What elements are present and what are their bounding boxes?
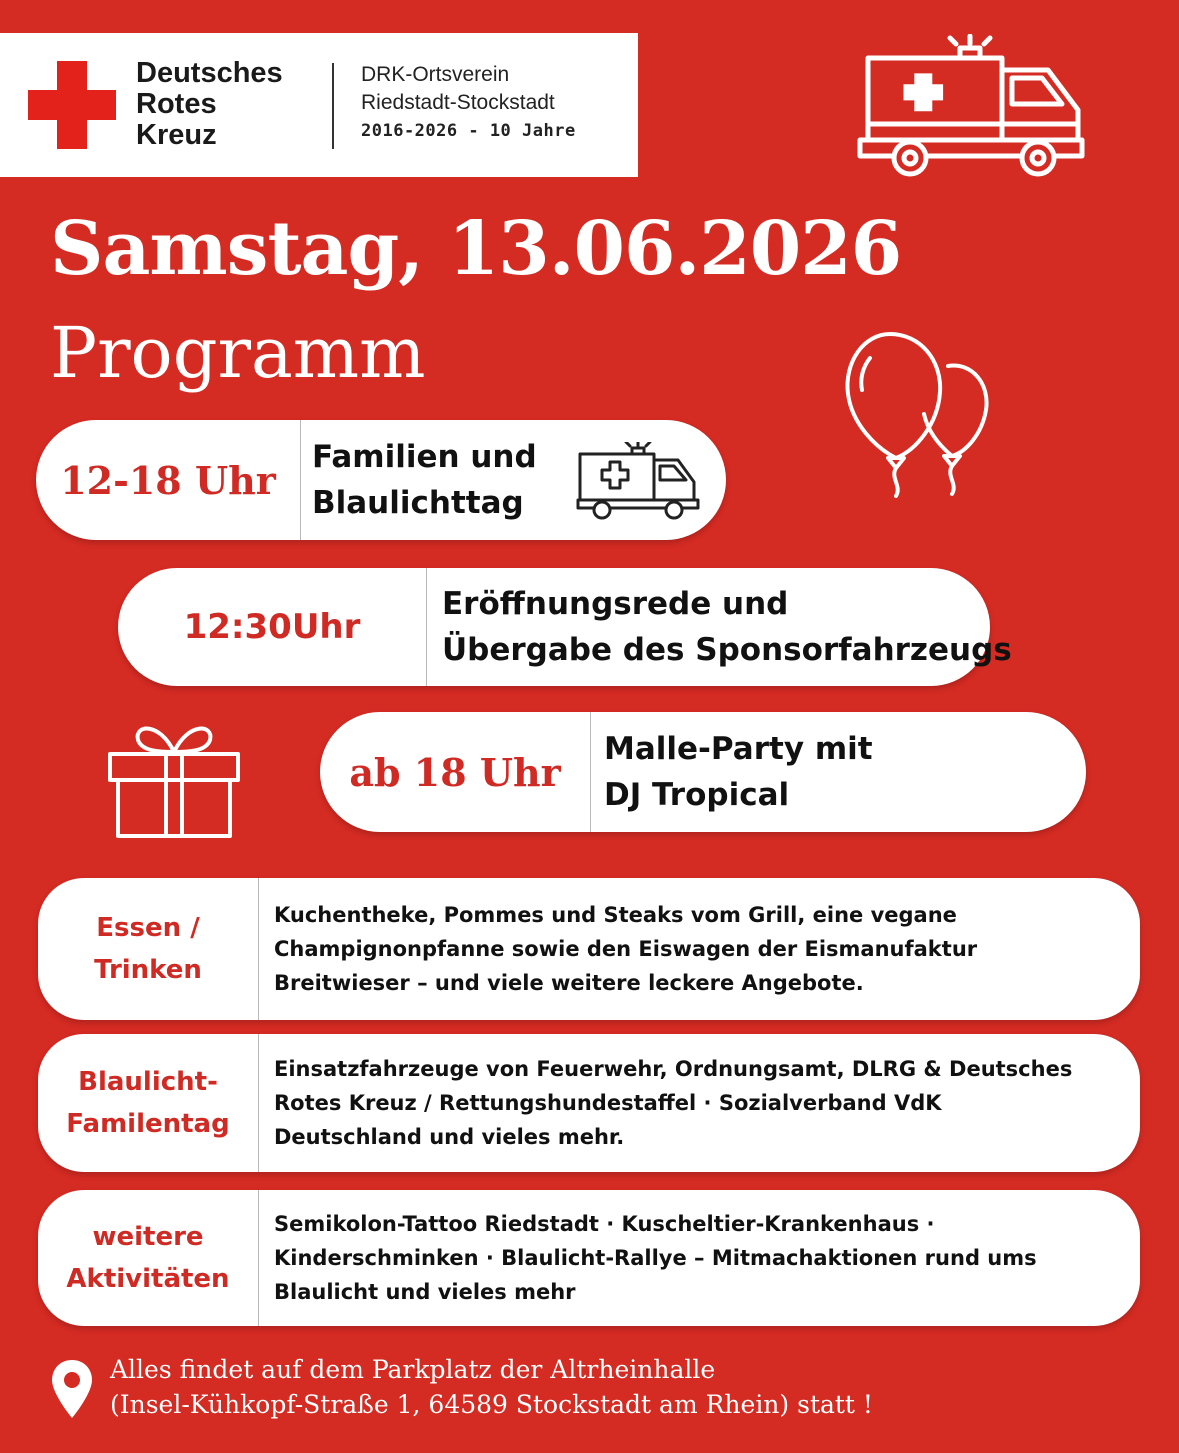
divider	[258, 1190, 259, 1326]
info-row-activities	[38, 1190, 1140, 1326]
info-text	[274, 1034, 1110, 1172]
schedule-description	[442, 568, 1012, 686]
schedule-line: Malle-Party mit	[604, 731, 873, 767]
info-text-line: Semikolon-Tattoo Riedstadt · Kuscheltier-Krankenhaus ·	[274, 1212, 935, 1236]
divider	[590, 712, 591, 832]
sub-org	[361, 61, 576, 145]
anniversary-years: 2016-2026 - 10 Jahre	[361, 121, 576, 141]
info-label-line: Essen /	[96, 913, 200, 943]
info-label	[38, 1034, 258, 1172]
info-row-food	[38, 878, 1140, 1020]
balloons-icon	[840, 328, 1000, 508]
info-text-line: Kinderschminken · Blaulicht-Rallye – Mitmachaktionen rund ums	[274, 1246, 1037, 1270]
org-name-line: Kreuz	[136, 119, 217, 151]
divider	[426, 568, 427, 686]
info-text-line: Blaulicht und vieles mehr	[274, 1280, 576, 1304]
schedule-description	[312, 420, 537, 540]
sub-org-line: Riedstadt-Stockstadt	[361, 91, 555, 114]
info-label-line: Aktivitäten	[66, 1264, 230, 1294]
location-note	[110, 1352, 873, 1422]
schedule-line: DJ Tropical	[604, 777, 790, 813]
event-date: Samstag, 13.06.2026	[50, 206, 902, 292]
gift-icon	[104, 718, 244, 840]
page-title: Programm	[50, 312, 426, 394]
divider	[258, 1034, 259, 1172]
info-label	[38, 1190, 258, 1326]
org-name	[136, 58, 283, 151]
schedule-time: 12-18 Uhr	[60, 457, 276, 503]
schedule-item	[118, 568, 1012, 686]
location-address: (Insel-Kühkopf-Straße 1, 64589 Stockstadt am Rhein) statt !	[110, 1390, 873, 1419]
info-row-blaulicht	[38, 1034, 1140, 1172]
org-name-line: Deutsches	[136, 57, 283, 89]
divider	[332, 63, 334, 149]
info-text	[274, 878, 1110, 1020]
info-text-line: Kuchentheke, Pommes und Steaks vom Grill, eine vegane	[274, 903, 957, 927]
info-label	[38, 878, 258, 1020]
schedule-item	[320, 712, 1086, 832]
schedule-line: Blaulichttag	[312, 485, 524, 521]
info-text-line: Rotes Kreuz / Rettungshundestaffel · Sozialverband VdK	[274, 1091, 942, 1115]
schedule-item	[36, 420, 726, 540]
ambulance-icon	[576, 442, 700, 520]
divider	[258, 878, 259, 1020]
sub-org-line: DRK-Ortsverein	[361, 63, 510, 86]
info-text-line: Deutschland und vieles mehr.	[274, 1125, 625, 1149]
schedule-time: 12:30Uhr	[183, 607, 361, 647]
drk-logo-panel	[0, 33, 638, 177]
schedule-description	[604, 712, 873, 832]
schedule-line: Eröffnungsrede und	[442, 586, 789, 622]
info-text	[274, 1190, 1110, 1326]
schedule-line: Familien und	[312, 439, 537, 475]
info-label-line: Familentag	[66, 1109, 230, 1139]
info-label-line: weitere	[92, 1222, 204, 1252]
org-name-line: Rotes	[136, 88, 217, 120]
schedule-time: ab 18 Uhr	[349, 749, 561, 795]
info-label-line: Blaulicht-	[78, 1067, 218, 1097]
red-cross-logo-icon	[28, 61, 116, 149]
ambulance-icon	[852, 34, 1088, 180]
info-text-line: Champignonpfanne sowie den Eiswagen der Eismanufaktur	[274, 937, 978, 961]
info-text-line: Einsatzfahrzeuge von Feuerwehr, Ordnungsamt, DLRG & Deutsches	[274, 1057, 1073, 1081]
divider	[300, 420, 301, 540]
location-pin-icon	[50, 1358, 94, 1422]
location-line: Alles findet auf dem Parkplatz der Altrheinhalle	[110, 1355, 716, 1384]
info-label-line: Trinken	[94, 955, 202, 985]
schedule-line: Übergabe des Sponsorfahrzeugs	[442, 632, 1012, 668]
info-text-line: Breitwieser – und viele weitere leckere Angebote.	[274, 971, 864, 995]
